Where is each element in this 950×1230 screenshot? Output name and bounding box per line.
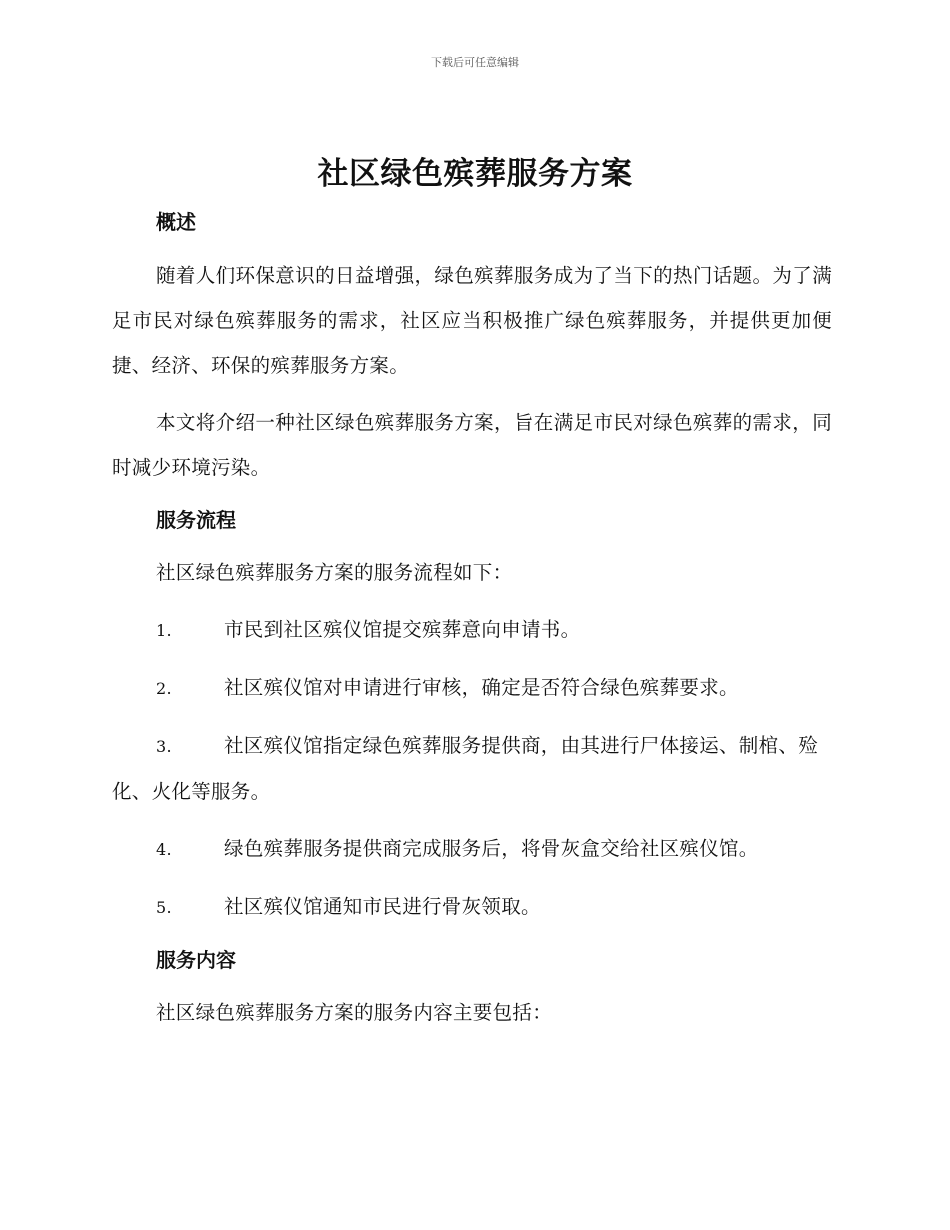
list-text: 市民到社区殡仪馆提交殡葬意向申请书。 <box>224 618 581 641</box>
list-text: 社区殡仪馆指定绿色殡葬服务提供商，由其进行尸体接运、制棺、殓化、火化等服务。 <box>112 734 819 803</box>
list-item <box>112 723 832 814</box>
section-heading-process: 服务流程 <box>156 508 236 532</box>
list-number: 2. <box>156 679 172 698</box>
overview-paragraph-2: 本文将介绍一种社区绿色殡葬服务方案，旨在满足市民对绿色殡葬的需求，同时减少环境污染。 <box>112 411 832 479</box>
process-intro: 社区绿色殡葬服务方案的服务流程如下： <box>156 561 513 584</box>
list-item <box>112 665 832 711</box>
overview-paragraph-1: 随着人们环保意识的日益增强，绿色殡葬服务成为了当下的热门话题。为了满足市民对绿色殡葬服务的需求，社区应当积极推广绿色殡葬服务，并提供更加便捷、经济、环保的殡葬服务方案。 <box>112 264 832 377</box>
list-item <box>112 826 832 872</box>
header-note: 下载后可任意编辑 <box>431 56 519 69</box>
document-title: 社区绿色殡葬服务方案 <box>317 156 633 192</box>
list-text: 社区殡仪馆通知市民进行骨灰领取。 <box>224 895 541 918</box>
list-text: 社区殡仪馆对申请进行审核，确定是否符合绿色殡葬要求。 <box>224 676 739 699</box>
document-body <box>112 204 832 1035</box>
list-text: 绿色殡葬服务提供商完成服务后，将骨灰盒交给社区殡仪馆。 <box>224 837 759 860</box>
content-intro: 社区绿色殡葬服务方案的服务内容主要包括： <box>156 1001 553 1024</box>
list-number: 5. <box>156 898 172 917</box>
list-number: 4. <box>156 840 172 859</box>
list-item <box>112 607 832 653</box>
section-heading-overview: 概述 <box>156 210 196 234</box>
section-heading-content: 服务内容 <box>156 948 236 972</box>
list-item <box>112 884 832 930</box>
list-number: 3. <box>156 737 172 756</box>
list-number: 1. <box>156 621 172 640</box>
